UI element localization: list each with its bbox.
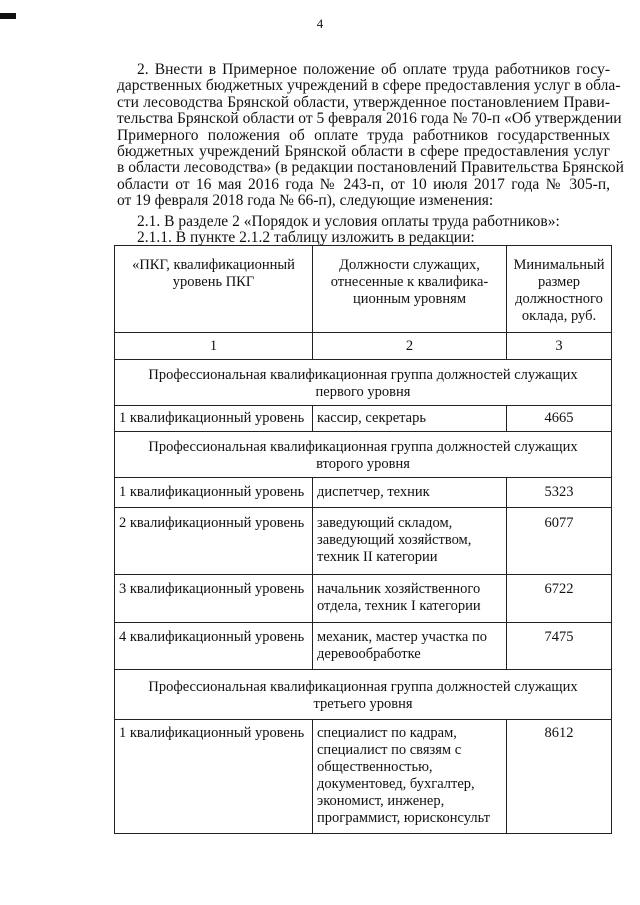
salary-cell: 8612 [507, 720, 612, 834]
positions-cell: механик, мастер участка по деревообработке [313, 623, 507, 670]
text-line: от 19 февраля 2018 года № 66-п), следующие изменения: [117, 192, 494, 210]
table-row [115, 406, 612, 432]
text-line: тельства Брянской области от 5 февраля 2016 года № 70-п «Об утверждении [117, 110, 622, 128]
group-title: Профессиональная квалификационная группа должностей служащих первого уровня [115, 360, 612, 406]
text-line: 2. Внести в Примерное положение об оплате труда работников госу- [137, 61, 610, 78]
level-cell: 2 квалификационный уровень [115, 508, 313, 575]
column-number-row [115, 333, 612, 360]
level-cell: 1 квалификационный уровень [115, 478, 313, 508]
column-number: 2 [313, 333, 507, 360]
group-header-row [115, 670, 612, 720]
column-number: 1 [115, 333, 313, 360]
header-pkg: «ПКГ, квалификационный уровень ПКГ [115, 246, 313, 333]
text-line: бюджетных учреждений Брянской области в сфере предоставления услуг [117, 143, 610, 161]
salary-cell: 6722 [507, 575, 612, 623]
header-positions: Должности служащих, отнесенные к квалифика- ционным уровням [313, 246, 507, 333]
level-cell: 3 квалификационный уровень [115, 575, 313, 623]
text-line: сти лесоводства Брянской области, утвержденное постановлением Прави- [117, 93, 610, 111]
group-title: Профессиональная квалификационная группа должностей служащих третьего уровня [115, 670, 612, 720]
level-cell: 1 квалификационный уровень [115, 720, 313, 834]
text-line: дарственных бюджетных учреждений в сфере предоставления услуг в обла- [117, 77, 621, 95]
table-row [115, 478, 612, 508]
page-number: 4 [316, 16, 324, 31]
section-item-2-1: 2.1. В разделе 2 «Порядок и условия оплаты труда работников»: [137, 213, 560, 230]
table-row [115, 720, 612, 834]
level-cell: 4 квалификационный уровень [115, 623, 313, 670]
group-title: Профессиональная квалификационная группа должностей служащих второго уровня [115, 432, 612, 478]
salary-cell: 7475 [507, 623, 612, 670]
salary-table [114, 245, 612, 834]
positions-cell: специалист по кадрам, специалист по связям с общественностью, документовед, бухгалтер, экономист, инженер, программист, юрисконсульт [313, 720, 507, 834]
section-item-2-1-1: 2.1.1. В пункте 2.1.2 таблицу изложить в редакции: [137, 229, 475, 246]
table-header-row [115, 246, 612, 333]
intro-paragraph [117, 61, 624, 210]
text-line: области от 16 мая 2016 года № 243-п, от 10 июля 2017 года № 305-п, [117, 175, 610, 193]
header-salary: Минимальный размер должностного оклада, руб. [507, 246, 612, 333]
group-header-row [115, 360, 612, 406]
table-row [115, 623, 612, 670]
text-line: Примерного положения об оплате труда работников государственных [117, 126, 610, 144]
positions-cell: начальник хозяйственного отдела, техник I категории [313, 575, 507, 623]
positions-cell: диспетчер, техник [313, 478, 507, 508]
level-cell: 1 квалификационный уровень [115, 406, 313, 432]
positions-cell: кассир, секретарь [313, 406, 507, 432]
salary-cell: 6077 [507, 508, 612, 575]
table-row [115, 575, 612, 623]
salary-cell: 4665 [507, 406, 612, 432]
text-line: в области лесоводства» (в редакции постановлений Правительства Брянской [117, 159, 624, 177]
table-row [115, 508, 612, 575]
group-header-row [115, 432, 612, 478]
column-number: 3 [507, 333, 612, 360]
salary-cell: 5323 [507, 478, 612, 508]
positions-cell: заведующий складом, заведующий хозяйством, техник II категории [313, 508, 507, 575]
